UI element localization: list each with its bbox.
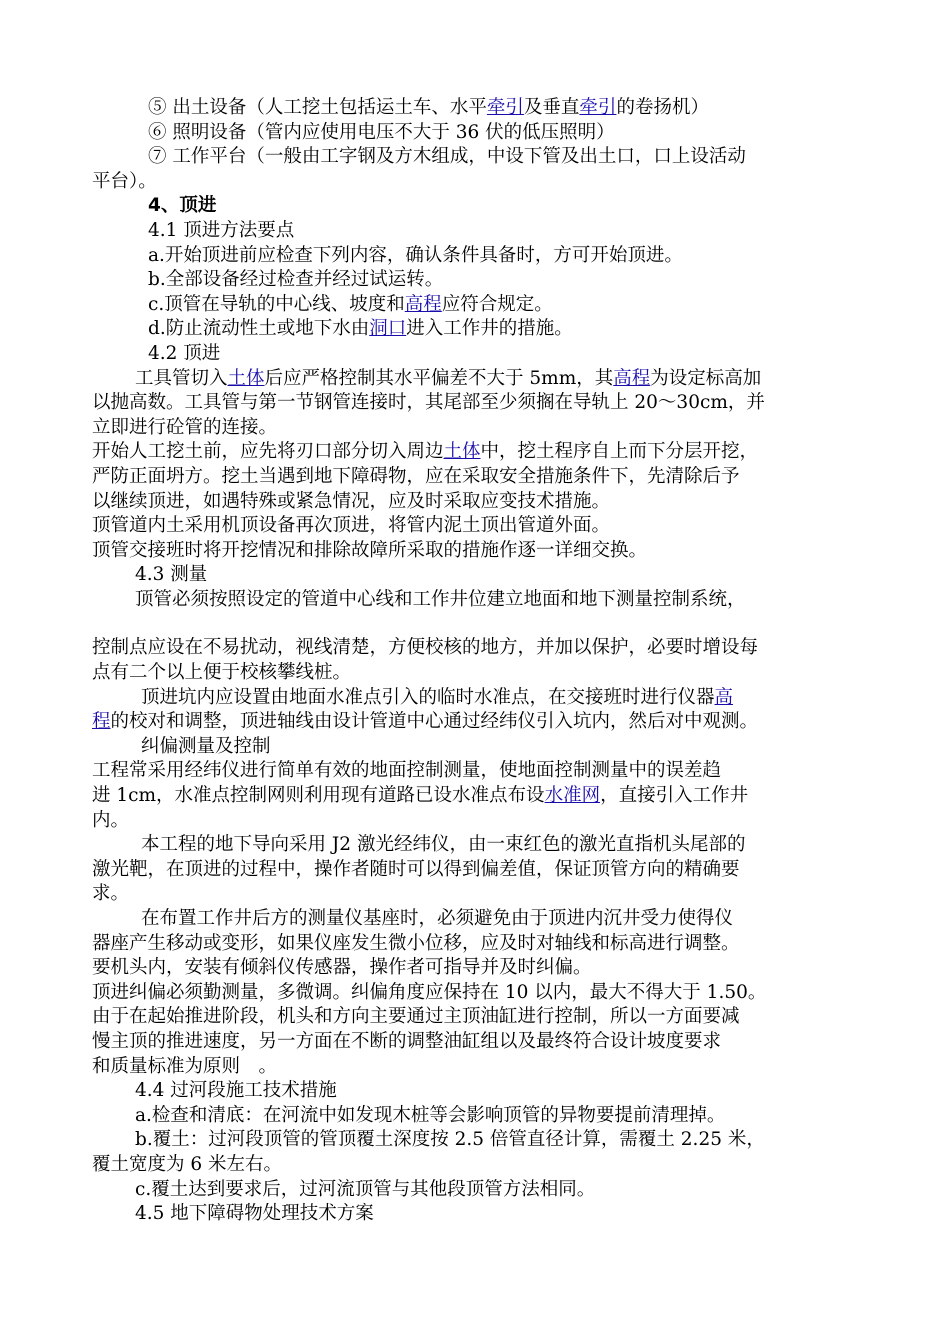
para-4-2-line: 立即进行砼管的连接。 (92, 416, 278, 438)
item-4-4-b: b.覆土：过河段顶管的管顶覆土深度按 2.5 倍管直径计算，需覆土 2.25 米， (135, 1129, 765, 1151)
item-4-1-d (92, 317, 872, 342)
item-7: ⑦ 工作平台（一般由工字钢及方木组成，中设下管及出土口，口上设活动 (148, 146, 746, 168)
para-4-3-line (92, 686, 872, 711)
para-4-2-line (92, 440, 872, 465)
item-6: ⑥ 照明设备（管内应使用电压不大于 36 伏的低压照明） (148, 121, 615, 143)
text: 顶进坑内应设置由地面水准点引入的临时水准点，在交接班时进行仪器 (141, 686, 715, 708)
para-4-2-line: 顶管道内土采用机顶设备再次顶进，将管内泥土顶出管道外面。 (92, 515, 611, 537)
link-shuizhunwang[interactable]: 水准网 (544, 785, 601, 807)
heading-4-5: 4.5 地下障碍物处理技术方案 (135, 1203, 374, 1225)
link-tuti[interactable]: 土体 (227, 367, 265, 389)
link-gao[interactable]: 高 (714, 686, 734, 708)
text: 开始人工挖土前，应先将刃口部分切入周边 (92, 441, 444, 463)
para-4-2-line (92, 367, 872, 392)
heading-4-2: 4.2 顶进 (148, 342, 221, 364)
para-correction-line (92, 784, 872, 809)
para-correction-line: 内。 (92, 809, 130, 831)
item-4-4-c: c.覆土达到要求后，过河流顶管与其他段顶管方法相同。 (135, 1178, 596, 1200)
heading-correction: 纠偏测量及控制 (141, 735, 271, 757)
link-gaocheng[interactable]: 高程 (404, 293, 442, 315)
item-4-1-a: a.开始顶进前应检查下列内容，确认条件具备时，方可开始顶进。 (148, 244, 683, 266)
link-gaocheng-2[interactable]: 高程 (613, 367, 651, 389)
para-4-3-line: 顶管必须按照设定的管道中心线和工作井位建立地面和地下测量控制系统， (135, 588, 746, 610)
text: 的卷扬机） (616, 97, 709, 118)
para-correction-line: 工程常采用经纬仪进行简单有效的地面控制测量，使地面控制测量中的误差趋 (92, 760, 722, 782)
text: ，直接引入工作井 (600, 785, 749, 807)
text: 进入工作井的措施。 (406, 318, 573, 340)
text: 工具管切入 (135, 367, 228, 389)
para-correction-line: 求。 (92, 883, 130, 905)
para-4-2-line: 严防正面坍方。挖土当遇到地下障碍物，应在采取安全措施条件下，先清除后予 (92, 465, 740, 487)
heading-4-4: 4.4 过河段施工技术措施 (135, 1080, 337, 1102)
para-4-2-line: 以抛高数。工具管与第一节钢管连接时，其尾部至少须搁在导轨上 20～30cm，并 (92, 392, 765, 414)
text: 进 1cm，水准点控制网则利用现有道路已设水准点布设 (92, 785, 545, 807)
item-4-1-b: b.全部设备经过检查并经过试运转。 (148, 269, 444, 291)
para-correction-line: 器座产生移动或变形，如果仪座发生微小位移，应及时对轴线和标高进行调整。 (92, 932, 740, 954)
para-4-3-line: 点有二个以上便于校核攀线桩。 (92, 662, 352, 684)
link-tuti-2[interactable]: 土体 (443, 441, 481, 463)
link-qianyin[interactable]: 牵引 (486, 97, 524, 118)
item-4-4-a: a.检查和清底：在河流中如发现木桩等会影响顶管的异物要提前清理掉。 (135, 1104, 726, 1126)
text: c.顶管在导轨的中心线、坡度和 (148, 293, 405, 315)
para-correction-line: 要机头内，安装有倾斜仪传感器，操作者可指导并及时纠偏。 (92, 957, 592, 979)
item-7-cont: 平台）。 (92, 170, 157, 192)
heading-4-3: 4.3 测量 (135, 564, 208, 586)
item-5 (92, 96, 872, 121)
text: 及垂直 (523, 97, 580, 118)
text: 应符合规定。 (441, 293, 553, 315)
para-4-2-line: 顶管交接班时将开挖情况和排除故障所采取的措施作逐一详细交换。 (92, 539, 648, 561)
link-dongkou[interactable]: 洞口 (369, 318, 407, 340)
blank-line (92, 612, 872, 636)
para-correction-line: 由于在起始推进阶段，机头和方向主要通过主顶油缸进行控制，所以一方面要减 (92, 1006, 740, 1028)
item-4-1-c (92, 293, 872, 318)
text: 为设定标高加 (650, 367, 762, 389)
para-correction-line: 和质量标准为原则 。 (92, 1055, 278, 1077)
para-4-3-line: 控制点应设在不易扰动，视线清楚，方便校核的地方，并加以保护，必要时增设每 (92, 637, 759, 659)
para-correction-line: 激光靶，在顶进的过程中，操作者随时可以得到偏差值，保证顶管方向的精确要 (92, 858, 740, 880)
text: d.防止流动性土或地下水由 (148, 318, 370, 340)
heading-4-1: 4.1 顶进方法要点 (148, 219, 295, 241)
text: 中，挖土程序自上而下分层开挖， (480, 441, 759, 463)
link-qianyin-2[interactable]: 牵引 (579, 97, 617, 118)
text: ⑤ 出土设备（人工挖土包括运土车、水平 (148, 97, 487, 118)
item-4-4-b-cont: 覆土宽度为 6 米左右。 (92, 1153, 283, 1175)
para-correction-line: 慢主顶的推进速度，另一方面在不断的调整油缸组以及最终符合设计坡度要求 (92, 1030, 722, 1052)
text: 的校对和调整，顶进轴线由设计管道中心通过经纬仪引入坑内，然后对中观测。 (110, 711, 759, 733)
link-cheng[interactable]: 程 (92, 711, 111, 733)
para-correction-line: 在布置工作井后方的测量仪基座时，必须避免由于顶进内沉井受力使得仪 (141, 908, 734, 929)
para-4-2-line: 以继续顶进，如遇特殊或紧急情况，应及时采取应变技术措施。 (92, 490, 611, 512)
para-correction-line: 顶进纠偏必须勤测量，多微调。纠偏角度应保持在 10 以内，最大不得大于 1.50。 (92, 981, 767, 1003)
para-correction-line: 本工程的地下导向采用 J2 激光经纬仪，由一束红色的激光直指机头尾部的 (141, 834, 746, 856)
para-4-3-line (92, 710, 872, 735)
text: 后应严格控制其水平偏差不大于 5mm，其 (264, 367, 614, 389)
document-page (92, 96, 872, 1227)
heading-4: 4、顶进 (148, 195, 217, 217)
